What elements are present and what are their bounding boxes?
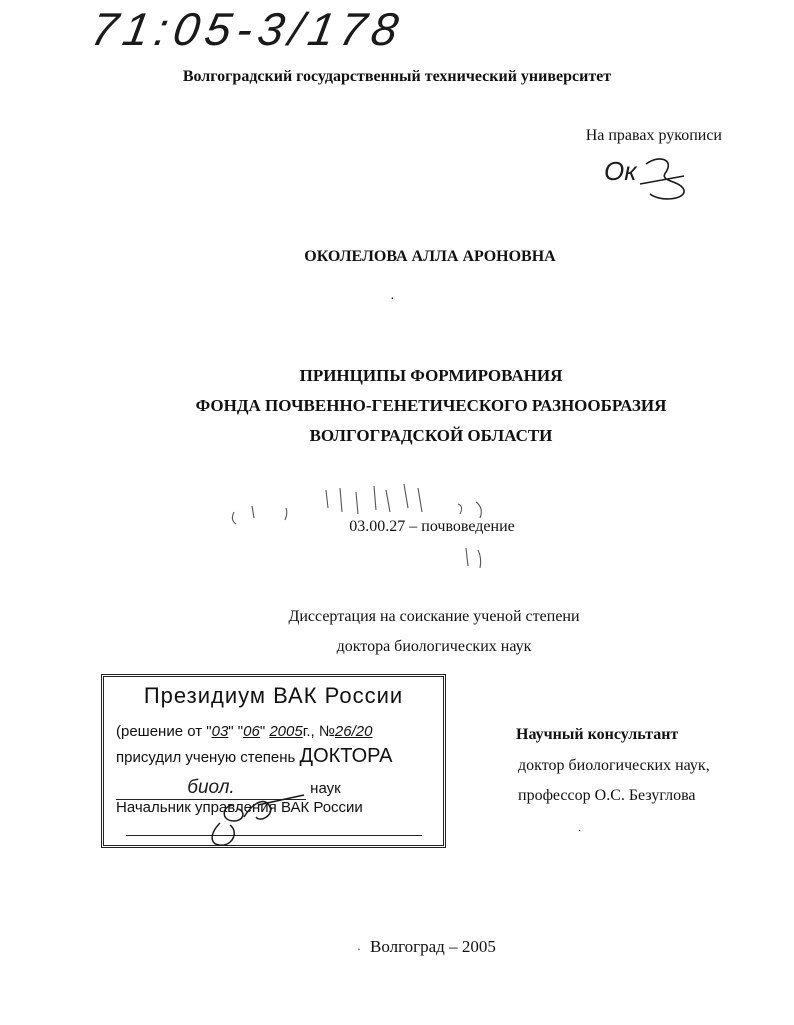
stamp-day: 03 bbox=[211, 723, 229, 740]
dissertation-line-2: доктора биологических наук bbox=[336, 638, 532, 655]
author-signature bbox=[600, 150, 690, 210]
dissertation-line-1: Диссертация на соискание ученой степени bbox=[288, 608, 580, 625]
stamp-year: 2005 bbox=[269, 723, 303, 740]
speck-mark: · bbox=[390, 292, 395, 307]
stamp-year-sep: " bbox=[259, 723, 266, 740]
stamp-month-sep: " " bbox=[228, 723, 244, 740]
title-line-3: ВОЛГОГРАДСКОЙ ОБЛАСТИ bbox=[309, 426, 553, 445]
speck-mark-2: · bbox=[578, 826, 582, 837]
stamp-awarded-prefix: присудил ученую степень bbox=[116, 749, 296, 766]
stamp-decision-prefix: (решение от " bbox=[116, 723, 212, 740]
consultant-degree: доктор биологических наук, bbox=[518, 757, 710, 774]
author-name: ОКОЛЕЛОВА АЛЛА АРОНОВНА bbox=[304, 248, 556, 265]
rights-notice: На правах рукописи bbox=[585, 127, 722, 144]
title-line-1: ПРИНЦИПЫ ФОРМИРОВАНИЯ bbox=[299, 366, 563, 385]
stamp-chief: Начальник управления ВАК России bbox=[116, 799, 363, 816]
vak-stamp bbox=[101, 674, 446, 848]
stamp-field: биол. bbox=[187, 777, 235, 798]
author-signature-text: Ок bbox=[604, 156, 637, 186]
stamp-month: 06 bbox=[243, 723, 260, 740]
stamp-title: Президиум ВАК России bbox=[143, 683, 404, 708]
catalog-number: 71:05-3/178 bbox=[87, 3, 409, 55]
stamp-awarded-row bbox=[116, 745, 393, 768]
speck-mark-3: · bbox=[357, 942, 361, 956]
consultant-title: Научный консультант bbox=[516, 726, 679, 743]
university-name: Волгоградский государственный технический университет bbox=[182, 68, 612, 85]
title-line-2: ФОНДА ПОЧВЕННО-ГЕНЕТИЧЕСКОГО РАЗНООБРАЗИЯ bbox=[195, 396, 667, 415]
stamp-number: 26/20 bbox=[334, 723, 373, 740]
city-year: Волгоград – 2005 bbox=[370, 937, 496, 956]
stamp-year-suffix: г., № bbox=[302, 723, 335, 740]
stamp-decision-row bbox=[116, 723, 372, 740]
stamp-degree: ДОКТОРА bbox=[299, 745, 393, 767]
stamp-signature bbox=[200, 787, 310, 849]
consultant-name: профессор О.С. Безуглова bbox=[518, 787, 696, 804]
stamp-field-suffix: наук bbox=[310, 780, 341, 797]
specialty-code: 03.00.27 – почвоведение bbox=[349, 518, 515, 535]
